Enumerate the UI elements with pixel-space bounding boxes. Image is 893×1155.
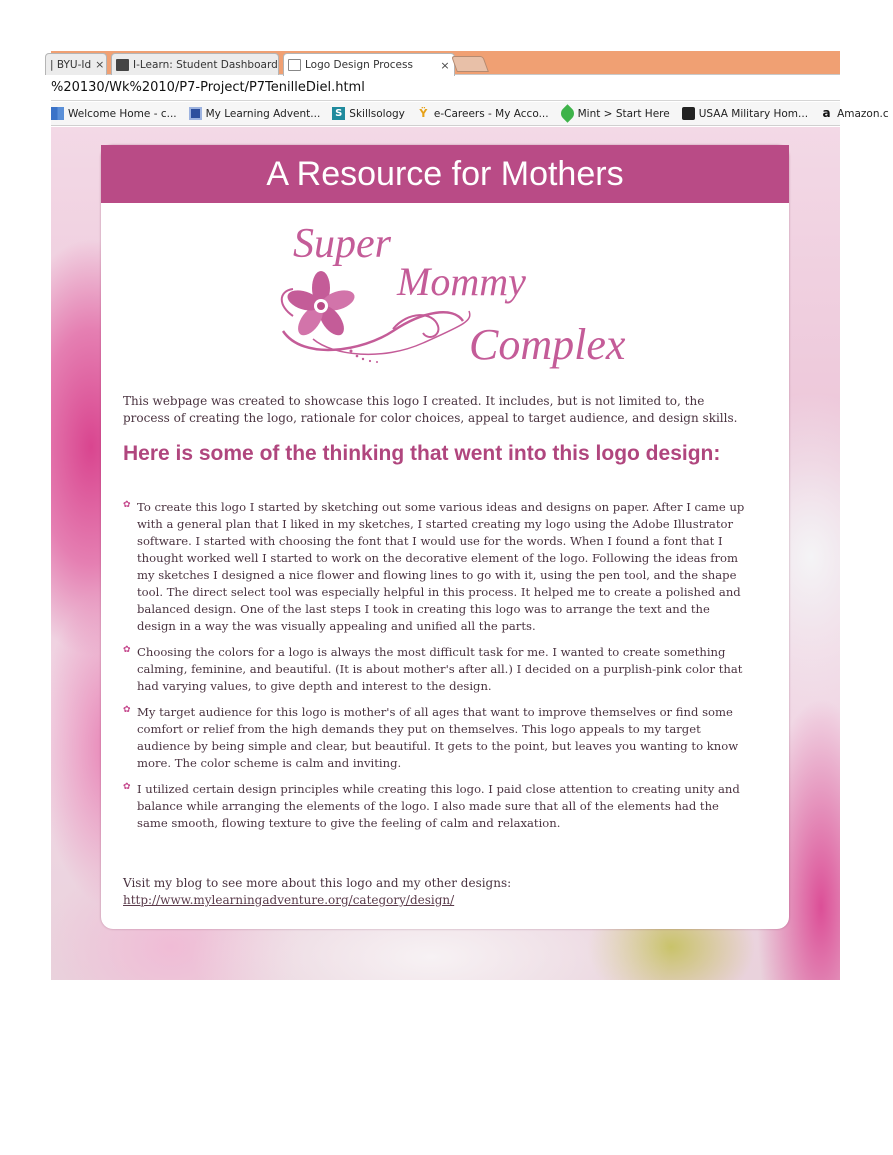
skillsology-icon: S [332,107,345,120]
bookmark-label: USAA Military Hom... [698,107,809,120]
bookmark-label: Amazon.c [837,107,889,120]
bookmark-skillsology[interactable] [332,107,405,120]
page-title: A Resource for Mothers [101,145,789,203]
bookmark-label: Mint > Start Here [577,107,670,120]
bookmark-my-learning-adventure[interactable] [189,107,321,120]
list-item-text: To create this logo I started by sketching out some various ideas and designs on paper. After I came up with a general plan that I liked in my sketches, I started creating my logo using the Adobe Illustrator software. I started with choosing the font that I would use for the words. When I found a font that I thought worked well I started to work on the decorative element of the logo. Following the ideas from my sketches I designed a nice flower and flowing lines to go with it, using the pen tool, and the shape tool. The direct select tool was especially helpful in this process. It helped me to create a polished and balanced design. One of the last steps I took in creating this logo was to arrange the text and the design in a way the was visually appealing and unified all the parts. [137,500,745,633]
tab-label: | BYU-Id [50,58,92,71]
new-tab-button[interactable] [451,56,489,72]
bookmark-usaa[interactable] [682,107,808,120]
list-item [123,781,745,832]
list-item-text: Choosing the colors for a logo is always the most difficult task for me. I wanted to create something calming, feminine, and beautiful. (It is about mother's after all.) I decided on a purplish-pink color that had varying values, to give depth and interest to the design. [137,645,743,693]
bookmark-e-careers[interactable] [417,107,549,120]
url-text: %20130/Wk%2010/P7-Project/P7TenilleDiel.html [51,80,365,95]
flower-bullet-icon: ✿ [123,705,131,715]
bookmark-label: Welcome Home - c... [68,107,177,120]
list-item-text: I utilized certain design principles while creating this logo. I paid close attention to creating unity and balance while arranging the elements of the logo. I also made sure that all of the elements had the same smooth, flowing texture to give the feeling of calm and relaxation. [137,782,740,830]
close-icon[interactable]: × [440,58,450,72]
tab-logo-design-process[interactable] [283,53,455,76]
flower-bullet-icon: ✿ [123,500,131,510]
bookmark-label: e-Careers - My Acco... [433,107,549,120]
mint-leaf-icon [558,104,576,122]
usaa-icon [682,107,695,120]
document-icon [288,59,301,71]
bookmark-label: My Learning Advent... [205,107,321,120]
section-heading: Here is some of the thinking that went into this logo design: [123,442,721,465]
grid-icon [189,107,202,120]
bookmark-label: Skillsology [349,107,405,120]
byu-icon [116,59,129,71]
bookmark-welcome-home[interactable] [51,107,177,120]
content-card [101,145,789,929]
tab-label: Logo Design Process [305,59,413,71]
bookmarks-bar [51,102,889,126]
list-item [123,644,745,695]
logo-text-super: Super [293,221,391,267]
logo-text-complex: Complex [469,320,626,369]
blog-invite-text: Visit my blog to see more about this logo and my other designs: [123,876,512,890]
browser-tab-strip [51,51,840,75]
tab-label: I-Learn: Student Dashboard [133,58,278,71]
logo-text-mommy: Mommy [397,259,526,304]
list-item [123,704,745,772]
bookmark-amazon[interactable] [820,107,889,120]
page-viewport [51,127,840,980]
super-mommy-complex-logo [273,211,626,371]
address-bar[interactable] [51,76,840,101]
ecareers-icon: Ÿ [419,107,428,120]
windows-icon [51,107,64,120]
tab-byu[interactable] [45,53,107,75]
tab-ilearn-dashboard[interactable] [111,53,279,75]
blog-link[interactable]: http://www.mylearningadventure.org/category/design/ [123,893,455,907]
flower-bullet-icon: ✿ [123,782,131,792]
close-icon[interactable]: × [95,58,105,71]
flower-bullet-icon: ✿ [123,645,131,655]
intro-paragraph: This webpage was created to showcase this logo I created. It includes, but is not limited to, the process of creating the logo, rationale for color choices, appeal to target audience, and design skills. [123,394,738,425]
list-item [123,499,745,635]
amazon-icon: a [822,106,831,120]
bookmark-mint[interactable] [561,107,670,120]
list-item-text: My target audience for this logo is mother's of all ages that want to improve themselves or find some comfort or relief from the high demands they put on themselves. This logo appeals to my target audience by being simple and clear, but beautiful. It gets to the point, but leaves you wanting to know more. The color scheme is calm and inviting. [137,705,739,770]
design-thinking-list [123,499,745,841]
